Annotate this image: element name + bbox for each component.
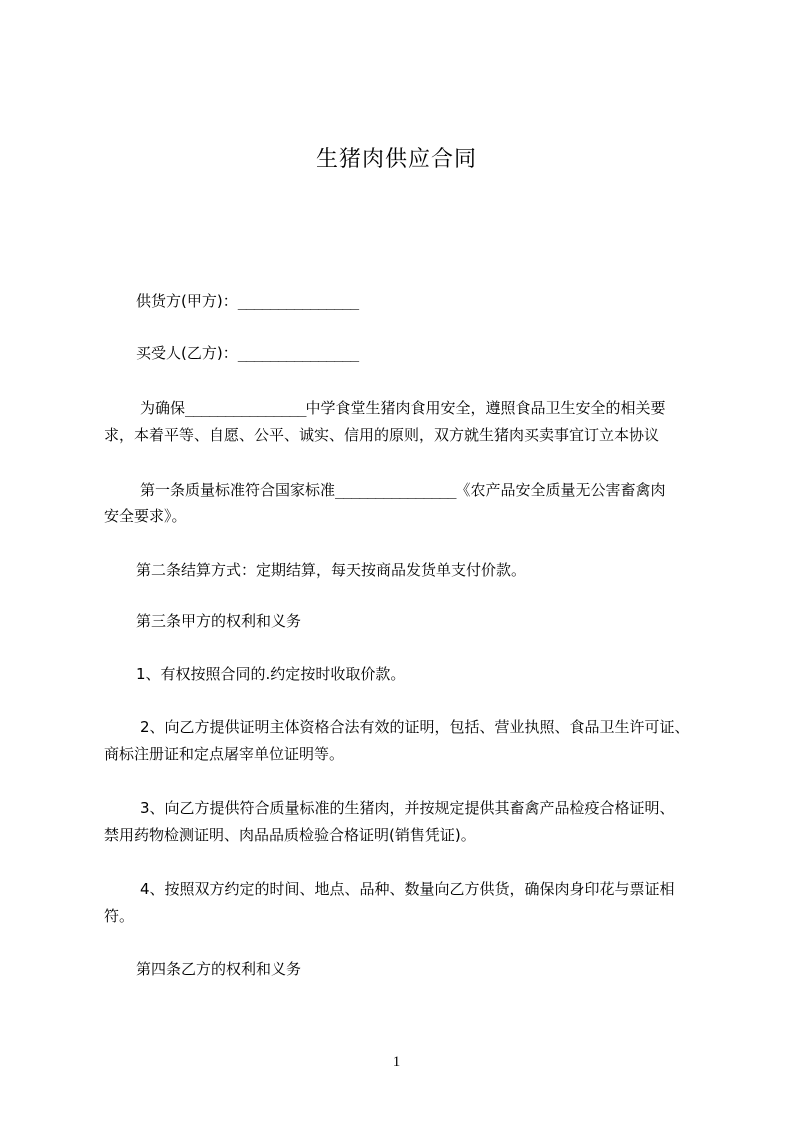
article1-prefix: 第一条质量标准符合国家标准	[140, 481, 336, 499]
article4-heading: 第四条乙方的权利和义务	[136, 960, 302, 978]
intro-blank: _______________	[185, 399, 306, 417]
supplier-line	[136, 287, 358, 315]
article3-item-2-line-2: 商标注册证和定点屠宰单位证明等。	[104, 745, 345, 763]
article3-item-1: 1、有权按照合同的.约定按时收取价款。	[136, 665, 406, 683]
supplier-label: 供货方(甲方)：	[136, 292, 238, 310]
supplier-blank: _______________	[237, 292, 359, 310]
article3-item-3-line-2: 禁用药物检测证明、肉品品质检验合格证明(销售凭证)。	[104, 826, 476, 844]
article1-line-1	[140, 476, 666, 504]
article3-item-4-line-1: 4、按照双方约定的时间、地点、品种、数量向乙方供货，确保肉身印花与票证相	[140, 880, 675, 898]
article1-suffix: 《农产品安全质量无公害畜禽肉	[455, 481, 666, 499]
article1-blank: _______________	[335, 481, 456, 499]
article3-item-4-line-2: 符。	[104, 907, 135, 925]
document-title: 生猪肉供应合同	[315, 147, 477, 172]
intro-prefix: 为确保	[140, 399, 186, 417]
article3-item-3-line-1: 3、向乙方提供符合质量标准的生猪肉，并按规定提供其畜禽产品检疫合格证明、	[140, 799, 675, 817]
article1-line-2: 安全要求》。	[104, 507, 187, 525]
buyer-blank: _______________	[237, 344, 359, 362]
article3-item-2-line-1: 2、向乙方提供证明主体资格合法有效的证明，包括、营业执照、食品卫生许可证、	[140, 718, 690, 736]
intro-line-2: 求，本着平等、自愿、公平、诚实、信用的原则，双方就生猪肉买卖事宜订立本协议	[104, 426, 660, 444]
buyer-label: 买受人(乙方)：	[136, 344, 238, 362]
intro-line-1	[140, 394, 666, 422]
article3-heading: 第三条甲方的权利和义务	[136, 612, 302, 630]
page-number: 1	[392, 1054, 401, 1070]
article2: 第二条结算方式：定期结算，每天按商品发货单支付价款。	[136, 561, 527, 579]
buyer-line	[136, 339, 358, 367]
intro-suffix: 中学食堂生猪肉食用安全，遵照食品卫生安全的相关要	[305, 399, 666, 417]
